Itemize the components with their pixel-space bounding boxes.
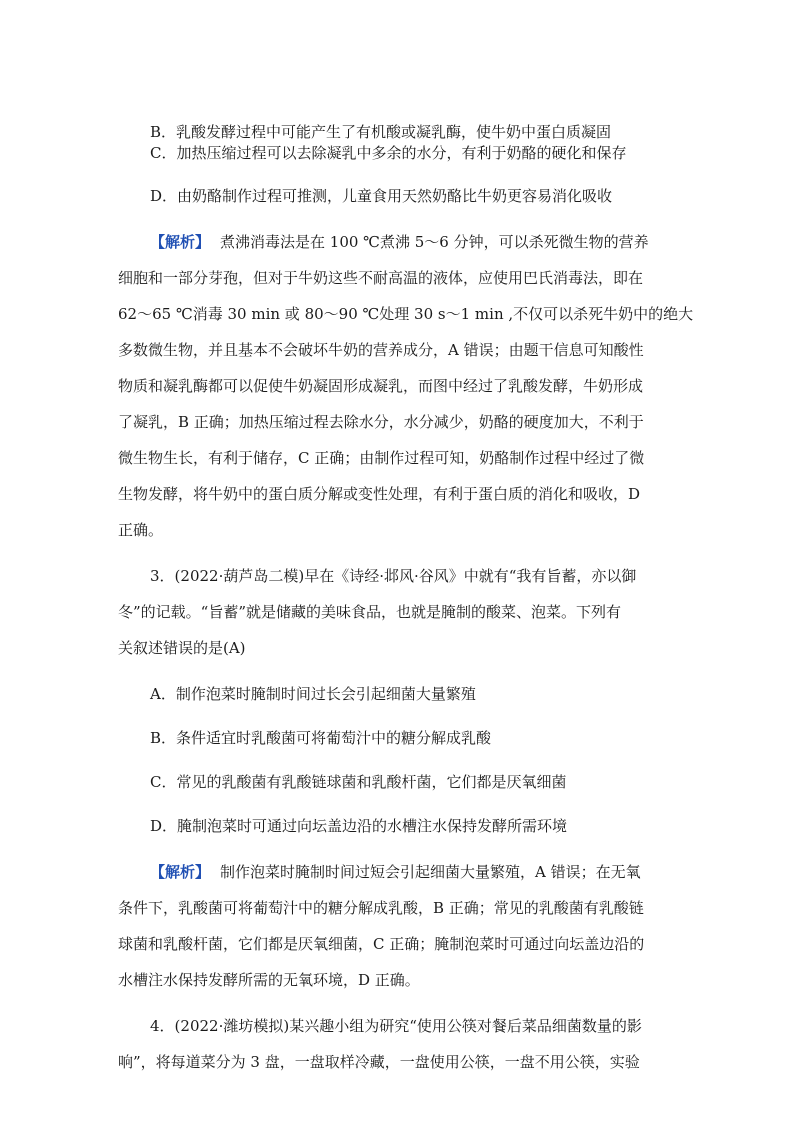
q3-option-a: A．制作泡菜时腌制时间过长会引起细菌大量繁殖	[150, 685, 476, 703]
q4-stem-line-1: 4．(2022·潍坊模拟)某兴趣小组为研究“使用公筷对餐后菜品细菌数量的影	[150, 1017, 642, 1035]
q2-option-d: D．由奶酪制作过程可推测，儿童食用天然奶酪比牛奶更容易消化吸收	[150, 187, 613, 205]
q2-analysis-line-6: 了凝乳，B 正确；加热压缩过程去除水分，水分减少，奶酪的硬度加大，不利于	[118, 413, 644, 431]
q4-stem-line-2: 响”，将每道菜分为 3 盘，一盘取样冷藏，一盘使用公筷，一盘不用公筷，实验	[118, 1053, 640, 1071]
q2-analysis-line-3: 62～65 ℃消毒 30 min 或 80～90 ℃处理 30 s～1 min ,不仅可以杀死牛奶中的绝大	[118, 305, 694, 323]
q3-option-b: B．条件适宜时乳酸菌可将葡萄汁中的糖分解成乳酸	[150, 729, 492, 747]
q2-option-c: C．加热压缩过程可以去除凝乳中多余的水分，有利于奶酪的硬化和保存	[150, 144, 627, 162]
q3-analysis-line-4: 水槽注水保持发酵所需的无氧环境，D 正确。	[118, 971, 420, 989]
q2-analysis-line-4: 多数微生物，并且基本不会破坏牛奶的营养成分，A 错误；由题干信息可知酸性	[118, 341, 644, 359]
q3-option-c: C．常见的乳酸菌有乳酸链球菌和乳酸杆菌，它们都是厌氧细菌	[150, 773, 567, 791]
q3-stem-line-2: 冬”的记载。“旨蓄”就是储藏的美味食品，也就是腌制的酸菜、泡菜。下列有	[118, 603, 622, 621]
q2-analysis-line-1: 【解析】 煮沸消毒法是在 100 ℃煮沸 5～6 分钟，可以杀死微生物的营养	[150, 233, 649, 251]
q3-stem-line-1: 3．(2022·葫芦岛二模)早在《诗经·邶风·谷风》中就有“我有旨蓄，亦以御	[150, 567, 637, 585]
q2-analysis-line-8: 生物发酵，将牛奶中的蛋白质分解或变性处理，有利于蛋白质的消化和吸收，D	[118, 485, 641, 503]
q2-analysis-line-7: 微生物生长，有利于储存，C 正确；由制作过程可知，奶酪制作过程中经过了微	[118, 449, 645, 467]
q2-analysis-line-9: 正确。	[118, 521, 164, 539]
q3-analysis-line-2: 条件下，乳酸菌可将葡萄汁中的糖分解成乳酸，B 正确；常见的乳酸菌有乳酸链	[118, 899, 644, 917]
analysis-label: 【解析】	[150, 863, 211, 881]
q3-option-d: D．腌制泡菜时可通过向坛盖边沿的水槽注水保持发酵所需环境	[150, 817, 568, 835]
q3-analysis-line-1: 【解析】 制作泡菜时腌制时间过短会引起细菌大量繁殖，A 错误；在无氧	[150, 863, 641, 881]
q2-analysis-line-5: 物质和凝乳酶都可以促使牛奶凝固形成凝乳，而图中经过了乳酸发酵，牛奶形成	[118, 377, 644, 395]
q3-analysis-line-3: 球菌和乳酸杆菌，它们都是厌氧细菌，C 正确；腌制泡菜时可通过向坛盖边沿的	[118, 935, 645, 953]
q2-option-b: B．乳酸发酵过程中可能产生了有机酸或凝乳酶，使牛奶中蛋白质凝固	[150, 123, 612, 141]
analysis-label: 【解析】	[150, 233, 211, 251]
q2-analysis-line-2: 细胞和一部分芽孢，但对于牛奶这些不耐高温的液体，应使用巴氏消毒法，即在	[118, 269, 644, 287]
q3-stem-line-3: 关叙述错误的是(A)	[118, 639, 246, 657]
